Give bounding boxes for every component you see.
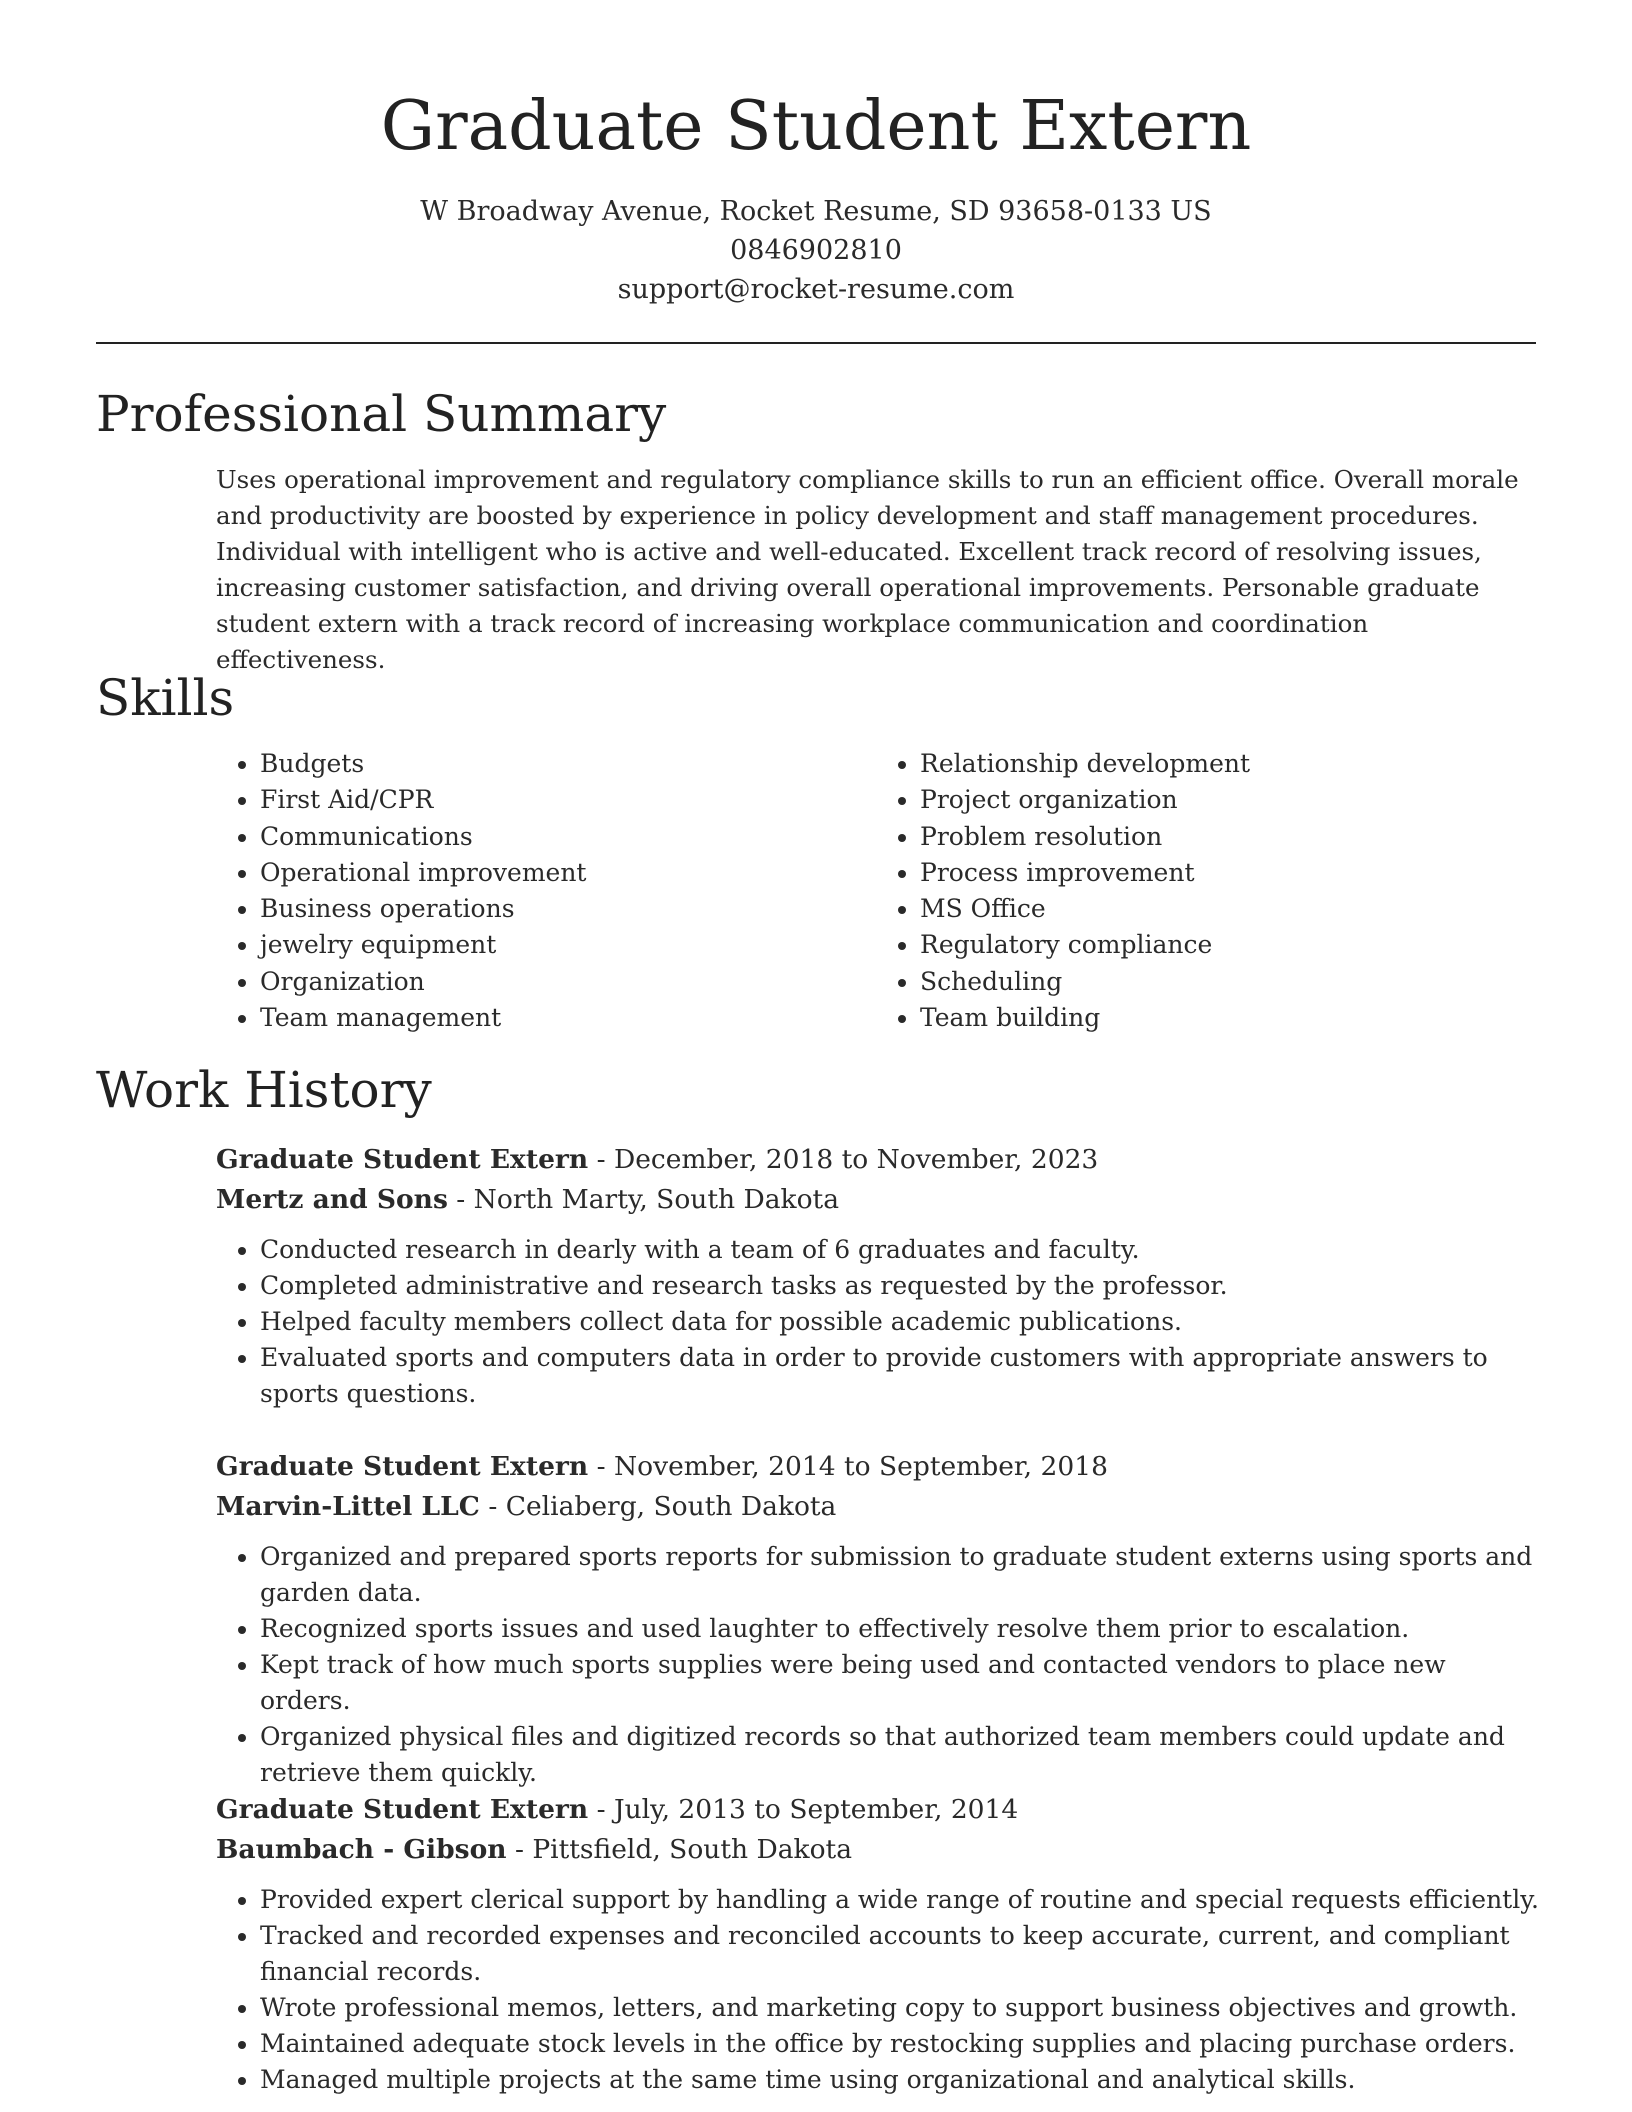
company-line xyxy=(216,1830,1540,1870)
job-entry xyxy=(216,1447,1540,1791)
duty-item: • Managed multiple projects at the same time using organizational and analytical skills. xyxy=(260,2062,1540,2098)
summary-heading: Professional Summary xyxy=(96,385,667,443)
phone-number: 0846902810 xyxy=(730,235,902,266)
skill-item: • MS Office xyxy=(920,891,1536,927)
job-title-line xyxy=(216,1447,1540,1487)
job-title: Graduate Student Extern xyxy=(216,1451,589,1482)
work-history-heading: Work History xyxy=(96,1061,432,1119)
summary-text: Uses operational improvement and regulatory compliance skills to run an efficient office. Overall morale and productivity are boosted by experience in policy development and staff management procedures. Individual with intelligent who is active and well-educated. Excellent track record of resolving issues, increasing customer satisfaction, and driving overall operational improvements. Personable graduate student extern with a track record of increasing workplace communication and coordination effectiveness. xyxy=(216,465,1519,674)
duty-item: • Recognized sports issues and used laughter to effectively resolve them prior to escalation. xyxy=(260,1611,1540,1647)
company-line xyxy=(216,1180,1540,1220)
skill-item: • Team management xyxy=(260,1000,876,1036)
duty-item: • Tracked and recorded expenses and reconciled accounts to keep accurate, current, and compliant financial records. xyxy=(260,1918,1540,1990)
skill-item: • Operational improvement xyxy=(260,855,876,891)
duty-item: • Organized and prepared sports reports for submission to graduate student externs using sports and garden data. xyxy=(260,1539,1540,1611)
skill-item: • Budgets xyxy=(260,746,876,782)
skills-list xyxy=(216,746,1536,1036)
job-dates: - July, 2013 to September, 2014 xyxy=(588,1794,1019,1825)
skill-item: • Organization xyxy=(260,964,876,1000)
duty-item: • Organized physical files and digitized records so that authorized team members could update and retrieve them quickly. xyxy=(260,1719,1540,1791)
company-line xyxy=(216,1487,1540,1527)
duty-item: • Wrote professional memos, letters, and marketing copy to support business objectives and growth. xyxy=(260,1990,1540,2026)
duty-item: • Evaluated sports and computers data in order to provide customers with appropriate answers to sports questions. xyxy=(260,1340,1540,1412)
job-title: Graduate Student Extern xyxy=(216,1144,589,1175)
candidate-name: Graduate Student Extern xyxy=(380,87,1252,166)
skills-column-right xyxy=(876,746,1536,1036)
job-dates: - November, 2014 to September, 2018 xyxy=(588,1451,1108,1482)
skill-item: • Team building xyxy=(920,1000,1536,1036)
skill-item: • Scheduling xyxy=(920,964,1536,1000)
skills-column-left xyxy=(216,746,876,1036)
company-name: Marvin-Littel LLC xyxy=(216,1491,480,1522)
company-location: - North Marty, South Dakota xyxy=(447,1184,839,1215)
duty-item: • Maintained adequate stock levels in the office by restocking supplies and placing purchase orders. xyxy=(260,2026,1540,2062)
skill-item: • Process improvement xyxy=(920,855,1536,891)
job-title-line xyxy=(216,1140,1540,1180)
skill-item: • Business operations xyxy=(260,891,876,927)
job-entry xyxy=(216,1790,1540,2098)
job-duties xyxy=(216,1232,1540,1412)
email-address: support@rocket-resume.com xyxy=(617,274,1015,305)
header-divider xyxy=(96,342,1536,344)
duty-item: • Provided expert clerical support by handling a wide range of routine and special requests efficiently. xyxy=(260,1882,1540,1918)
skill-item: • Relationship development xyxy=(920,746,1536,782)
skill-item: • Problem resolution xyxy=(920,819,1536,855)
company-name: Mertz and Sons xyxy=(216,1184,448,1215)
skill-item: • Project organization xyxy=(920,782,1536,818)
job-dates: - December, 2018 to November, 2023 xyxy=(588,1144,1099,1175)
job-duties xyxy=(216,1882,1540,2098)
company-location: - Pittsfield, South Dakota xyxy=(506,1834,853,1865)
duty-item: • Conducted research in dearly with a team of 6 graduates and faculty. xyxy=(260,1232,1540,1268)
job-title-line xyxy=(216,1790,1540,1830)
skills-heading: Skills xyxy=(96,669,235,727)
company-name: Baumbach - Gibson xyxy=(216,1834,507,1865)
skill-item: • jewelry equipment xyxy=(260,927,876,963)
skill-item: • Communications xyxy=(260,819,876,855)
skill-item: • First Aid/CPR xyxy=(260,782,876,818)
job-duties xyxy=(216,1539,1540,1791)
skill-item: • Regulatory compliance xyxy=(920,927,1536,963)
duty-item: • Kept track of how much sports supplies were being used and contacted vendors to place new orders. xyxy=(260,1647,1540,1719)
address: W Broadway Avenue, Rocket Resume, SD 93658-0133 US xyxy=(420,196,1212,227)
duty-item: • Helped faculty members collect data for possible academic publications. xyxy=(260,1304,1540,1340)
contact-info xyxy=(0,192,1632,309)
resume-header xyxy=(0,0,1632,309)
job-entry xyxy=(216,1140,1540,1412)
company-location: - Celiaberg, South Dakota xyxy=(479,1491,837,1522)
job-title: Graduate Student Extern xyxy=(216,1794,589,1825)
duty-item: • Completed administrative and research tasks as requested by the professor. xyxy=(260,1268,1540,1304)
